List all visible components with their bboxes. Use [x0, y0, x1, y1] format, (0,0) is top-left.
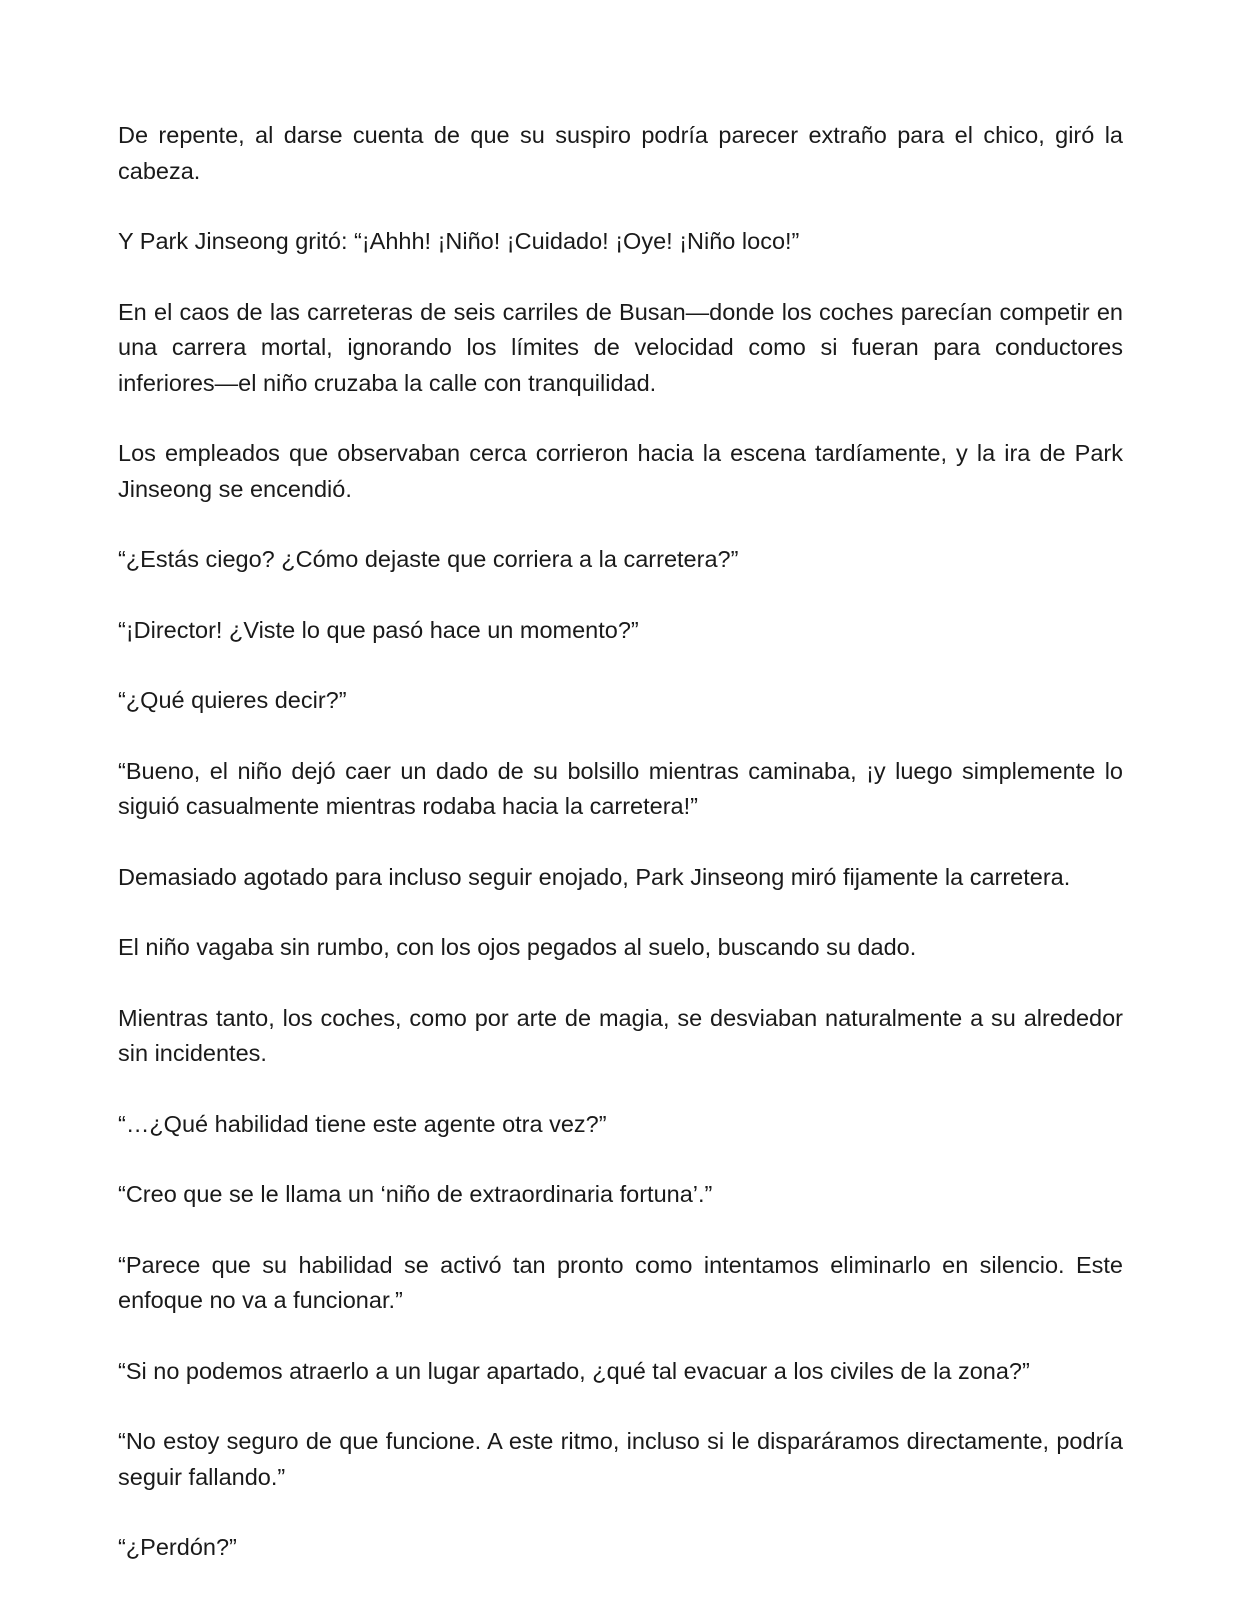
- body-text: [118, 118, 1123, 1601]
- paragraph: En el caos de las carreteras de seis carriles de Busan—donde los coches parecían competir en una carrera mortal, ignorando los límites de velocidad como si fueran para conductores inferiores—el niño cruzaba la calle con tranquilidad.: [118, 298, 1123, 396]
- paragraph: “¿Perdón?”: [118, 1534, 237, 1560]
- paragraph: “Si no podemos atraerlo a un lugar apartado, ¿qué tal evacuar a los civiles de la zona?”: [118, 1357, 1030, 1384]
- paragraph: Los empleados que observaban cerca corrieron hacia la escena tardíamente, y la ira de Park Jinseong se encendió.: [118, 440, 1123, 502]
- paragraph: El niño vagaba sin rumbo, con los ojos pegados al suelo, buscando su dado.: [118, 934, 917, 960]
- paragraph: Y Park Jinseong gritó: “¡Ahhh! ¡Niño! ¡Cuidado! ¡Oye! ¡Niño loco!”: [118, 228, 800, 254]
- paragraph: “¿Estás ciego? ¿Cómo dejaste que corriera a la carretera?”: [118, 546, 739, 572]
- paragraph: De repente, al darse cuenta de que su suspiro podría parecer extraño para el chico, giró la cabeza.: [118, 122, 1123, 184]
- paragraph: Demasiado agotado para incluso seguir enojado, Park Jinseong miró fijamente la carretera.: [118, 863, 1071, 890]
- paragraph: Mientras tanto, los coches, como por arte de magia, se desviaban naturalmente a su alrededor sin incidentes.: [118, 1004, 1123, 1066]
- paragraph: “…¿Qué habilidad tiene este agente otra vez?”: [118, 1110, 607, 1137]
- paragraph: “¡Director! ¿Viste lo que pasó hace un momento?”: [118, 616, 639, 643]
- paragraph: “Bueno, el niño dejó caer un dado de su bolsillo mientras caminaba, ¡y luego simplemente lo siguió casualmente mientras rodaba hacia la carretera!”: [118, 757, 1123, 819]
- paragraph: “Parece que su habilidad se activó tan pronto como intentamos eliminarlo en silencio. Este enfoque no va a funcionar.”: [118, 1251, 1123, 1313]
- paragraph: “¿Qué quieres decir?”: [118, 687, 347, 713]
- paragraph: “No estoy seguro de que funcione. A este ritmo, incluso si le disparáramos directamente, podría seguir fallando.”: [118, 1428, 1123, 1490]
- paragraph: “Creo que se le llama un ‘niño de extraordinaria fortuna’.”: [118, 1181, 713, 1207]
